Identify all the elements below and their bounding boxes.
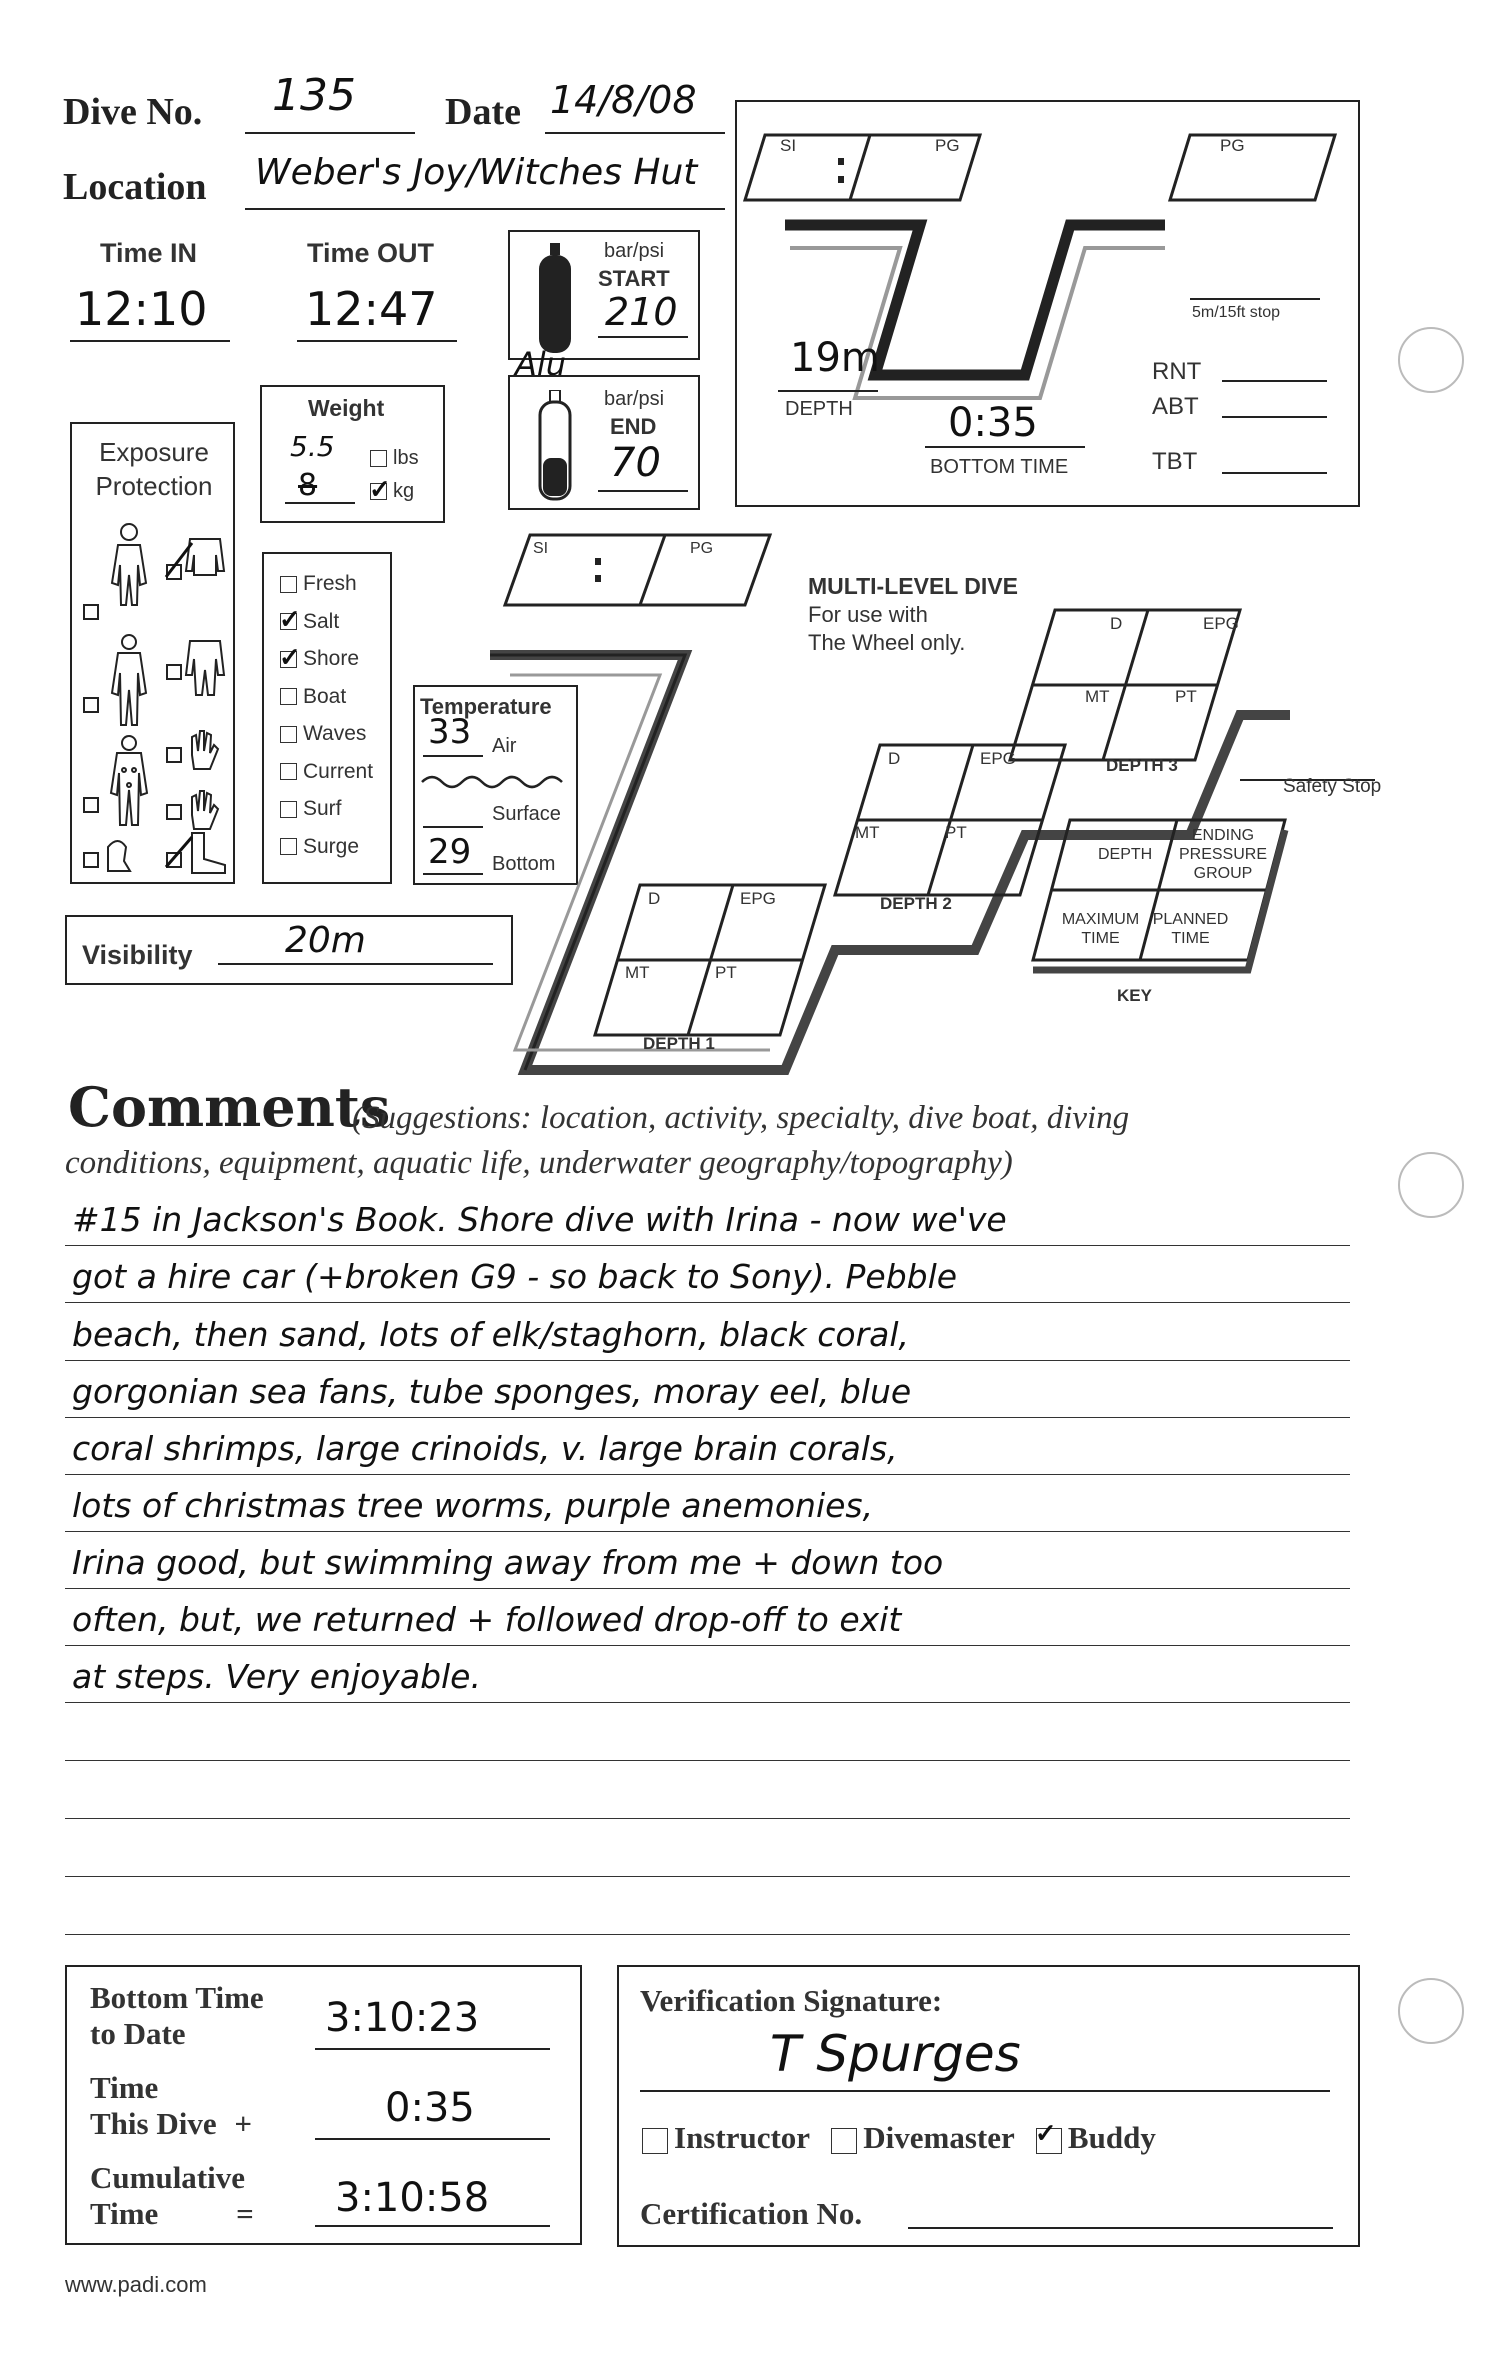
multilevel-pg-label: PG	[690, 540, 714, 557]
date-label: Date	[445, 91, 521, 133]
cum-value[interactable]: 3:10:58	[335, 2175, 490, 2221]
condition-fresh-checkbox[interactable]	[280, 576, 297, 593]
condition-salt-checkbox[interactable]	[280, 613, 297, 630]
depth3-d-label: D	[1110, 614, 1123, 633]
dive-no-label: Dive No.	[63, 91, 203, 133]
instructor-checkbox[interactable]	[642, 2128, 668, 2154]
dive-no-line	[245, 132, 415, 134]
comment-rule-2	[65, 1302, 1350, 1303]
depth3-mt-label: MT	[1085, 687, 1110, 706]
weight-value-old: 8	[298, 468, 318, 503]
key-pt-line-1: PLANNED	[1152, 911, 1229, 928]
ttd-label-line-2-text: This Dive	[90, 2106, 217, 2141]
condition-surge-label: Surge	[303, 834, 360, 858]
profile-tbt-label: TBT	[1152, 448, 1198, 475]
multilevel-subtitle-2: The Wheel only.	[808, 630, 966, 655]
comment-rule-11	[65, 1818, 1350, 1819]
condition-shore[interactable]	[280, 647, 373, 685]
profile-rnt-label: RNT	[1152, 358, 1202, 385]
depth3-epg-label: EPG	[1203, 614, 1239, 633]
tank-start-value[interactable]: 210	[605, 290, 678, 334]
instructor-label: Instructor	[674, 2120, 810, 2155]
comment-line-5[interactable]: coral shrimps, large crinoids, v. large brain corals,	[72, 1429, 898, 1468]
condition-fresh-label: Fresh	[303, 572, 357, 595]
depth1-label: DEPTH 1	[643, 1034, 715, 1053]
cum-label-line-2	[90, 2196, 254, 2232]
cum-label	[90, 2160, 254, 2232]
key-label: KEY	[1117, 986, 1152, 1005]
comment-rule-8	[65, 1645, 1350, 1646]
btd-label-line-2: to Date	[90, 2016, 186, 2051]
cum-label-line-2-text: Time	[90, 2196, 159, 2231]
condition-shore-checkbox[interactable]	[280, 651, 297, 668]
weight-lbs-option[interactable]	[370, 447, 419, 470]
btd-label	[90, 1980, 264, 2052]
comment-rule-10	[65, 1760, 1350, 1761]
tank-end-value[interactable]: 70	[610, 440, 661, 486]
profile-rnt-line[interactable]	[1222, 380, 1327, 382]
depth2-epg-label: EPG	[980, 749, 1016, 768]
tank-end-unit: bar/psi	[604, 388, 665, 410]
comment-line-9[interactable]: at steps. Very enjoyable.	[72, 1657, 481, 1696]
tank-start-line	[598, 336, 688, 338]
weight-lbs-label: lbs	[393, 447, 419, 469]
temperature-bottom-label: Bottom	[492, 853, 556, 875]
comment-rule-13	[65, 1934, 1350, 1935]
dive-no-value[interactable]: 135	[272, 70, 356, 121]
profile-stop-line	[1190, 298, 1320, 300]
buddy-label: Buddy	[1067, 2120, 1156, 2155]
condition-current-label: Current	[303, 759, 374, 783]
key-pt-line-2: TIME	[1171, 930, 1210, 947]
condition-boat[interactable]	[280, 685, 373, 723]
temperature-label: Temperature	[420, 694, 552, 719]
tank-start-unit: bar/psi	[604, 240, 665, 262]
instructor-option[interactable]	[642, 2120, 809, 2155]
cert-line	[908, 2227, 1333, 2229]
ttd-label-line-1: Time	[90, 2070, 159, 2105]
comment-rule-3	[65, 1360, 1350, 1361]
depth2-d-label: D	[888, 749, 901, 768]
depth1-pt-label: PT	[715, 963, 737, 982]
profile-depth-label: DEPTH	[785, 398, 853, 420]
profile-depth-value[interactable]: 19m	[790, 335, 880, 381]
condition-current-checkbox[interactable]	[280, 763, 297, 780]
depth2-mt-label: MT	[855, 823, 880, 842]
temperature-air-label: Air	[492, 735, 517, 757]
comment-line-4[interactable]: gorgonian sea fans, tube sponges, moray eel, blue	[72, 1372, 912, 1411]
comment-line-3[interactable]: beach, then sand, lots of elk/staghorn, black coral,	[72, 1315, 910, 1354]
ttd-label	[90, 2070, 252, 2142]
profile-abt-line[interactable]	[1222, 416, 1327, 418]
key-mt-line-2: TIME	[1081, 930, 1120, 947]
depth1-epg-label: EPG	[740, 889, 776, 908]
multilevel-subtitle-1: For use with	[808, 602, 928, 627]
multilevel-title: MULTI-LEVEL DIVE	[808, 573, 1018, 599]
condition-shore-label: Shore	[303, 647, 360, 670]
comment-line-8[interactable]: often, but, we returned + followed drop-off to exit	[72, 1600, 902, 1639]
profile-pg-label: PG	[935, 136, 960, 155]
temperature-surface-line[interactable]	[423, 826, 483, 828]
condition-surge[interactable]	[280, 835, 373, 873]
key-epg-line-3: GROUP	[1193, 865, 1253, 882]
btd-line	[315, 2048, 550, 2050]
weight-kg-checkbox[interactable]	[370, 483, 387, 500]
location-value[interactable]: Weber's Joy/Witches Hut	[255, 152, 698, 193]
time-out-value[interactable]: 12:47	[305, 282, 438, 336]
verification-roles	[642, 2120, 1156, 2156]
comment-rule-12	[65, 1876, 1350, 1877]
weight-lbs-checkbox[interactable]	[370, 450, 387, 467]
weight-value[interactable]: 5.5	[290, 430, 335, 463]
visibility-value[interactable]: 20m	[285, 920, 366, 961]
location-line	[245, 208, 725, 210]
depth3-label: DEPTH 3	[1106, 756, 1178, 775]
exposure-suits	[80, 515, 230, 880]
temperature-air-line	[423, 755, 483, 757]
key-epg-label	[1178, 826, 1268, 883]
divemaster-label: Divemaster	[863, 2120, 1015, 2155]
tank-start-icon	[535, 243, 575, 355]
temperature-bottom-line	[423, 873, 483, 875]
comment-line-1[interactable]: #15 in Jackson's Book. Shore dive with Irina - now we've	[72, 1200, 1007, 1239]
depth1-mt-label: MT	[625, 963, 650, 982]
depth1-d-label: D	[648, 889, 661, 908]
comment-rule-1	[65, 1245, 1350, 1246]
multilevel-si-label: SI	[533, 540, 549, 557]
profile-tbt-line[interactable]	[1222, 472, 1327, 474]
comment-rule-7	[65, 1588, 1350, 1589]
binder-hole-bottom	[1398, 1978, 1464, 2044]
weight-kg-option[interactable]	[370, 480, 414, 503]
condition-waves-label: Waves	[303, 722, 367, 745]
footer-url[interactable]: www.padi.com	[65, 2272, 207, 2297]
time-in-value[interactable]: 12:10	[75, 282, 208, 336]
condition-waves-checkbox[interactable]	[280, 726, 297, 743]
profile-bottom-time-value[interactable]: 0:35	[948, 400, 1038, 446]
tank-end-icon	[535, 390, 575, 502]
profile-si-label: SI	[780, 136, 797, 155]
binder-hole-middle	[1398, 1152, 1464, 1218]
date-line	[545, 132, 725, 134]
tank-end-label: END	[610, 414, 657, 439]
depth2-label: DEPTH 2	[880, 894, 952, 913]
conditions-list	[280, 572, 373, 872]
cum-line	[315, 2225, 550, 2227]
cum-label-line-1: Cumulative	[90, 2160, 245, 2195]
comments-suggestions-1: (Suggestions: location, activity, specialty, dive boat, diving	[352, 1100, 1130, 1136]
key-pt-label	[1148, 910, 1233, 948]
profile-bottom-time-line	[925, 446, 1085, 448]
buddy-option[interactable]	[1036, 2120, 1156, 2155]
comment-rule-4	[65, 1417, 1350, 1418]
tank-end-line	[598, 490, 688, 492]
comment-rule-5	[65, 1474, 1350, 1475]
temperature-surface-label: Surface	[492, 803, 561, 825]
time-out-label: Time OUT	[307, 238, 435, 268]
ttd-label-line-2	[90, 2106, 252, 2142]
comment-rule-9	[65, 1702, 1350, 1703]
profile-abt-label: ABT	[1152, 393, 1199, 420]
equals-sign: =	[236, 2196, 254, 2231]
btd-value[interactable]: 3:10:23	[325, 1995, 480, 2041]
binder-hole-top	[1398, 327, 1464, 393]
weight-label: Weight	[308, 395, 385, 421]
comments-title: Comments	[68, 1075, 391, 1139]
divemaster-option[interactable]	[831, 2120, 1014, 2155]
profile-depth-line	[778, 390, 878, 392]
condition-surf[interactable]	[280, 797, 373, 835]
buddy-checkbox[interactable]	[1036, 2128, 1062, 2154]
condition-boat-checkbox[interactable]	[280, 688, 297, 705]
time-in-line	[70, 340, 230, 342]
key-mt-label	[1058, 910, 1143, 948]
profile-pg2-label: PG	[1220, 136, 1245, 155]
condition-current[interactable]	[280, 760, 373, 798]
profile-bottom-time-label: BOTTOM TIME	[930, 456, 1069, 478]
condition-boat-label: Boat	[303, 684, 347, 708]
ttd-value[interactable]: 0:35	[385, 2085, 475, 2131]
visibility-label: Visibility	[82, 940, 193, 970]
key-epg-line-2: PRESSURE	[1178, 846, 1268, 863]
depth3-pt-label: PT	[1175, 687, 1197, 706]
depth2-pt-label: PT	[945, 823, 967, 842]
plus-sign: +	[234, 2106, 253, 2141]
weight-kg-label: kg	[393, 480, 415, 502]
divemaster-checkbox[interactable]	[831, 2128, 857, 2154]
condition-surge-checkbox[interactable]	[280, 838, 297, 855]
comment-line-6[interactable]: lots of christmas tree worms, purple anemonies,	[72, 1486, 874, 1525]
weight-line	[285, 502, 355, 504]
condition-surf-label: Surf	[303, 797, 342, 820]
condition-waves[interactable]	[280, 722, 373, 760]
time-out-line	[297, 340, 457, 342]
tank-start-label: START	[598, 266, 670, 291]
safety-stop-label: Safety Stop	[1283, 776, 1382, 797]
comment-rule-6	[65, 1531, 1350, 1532]
tank-note: Alu	[515, 345, 567, 383]
ttd-line	[315, 2138, 550, 2140]
verification-signature-line	[640, 2090, 1330, 2092]
date-value[interactable]: 14/8/08	[550, 78, 697, 122]
key-depth-label: DEPTH	[1098, 846, 1153, 863]
temperature-air-value[interactable]: 33	[428, 712, 472, 752]
visibility-line	[218, 963, 493, 965]
comment-line-2[interactable]: got a hire car (+broken G9 - so back to Sony). Pebble	[72, 1257, 958, 1296]
btd-label-line-1: Bottom Time	[90, 1980, 264, 2015]
condition-surf-checkbox[interactable]	[280, 801, 297, 818]
comment-line-7[interactable]: Irina good, but swimming away from me + down too	[72, 1543, 944, 1582]
profile-stop-label: 5m/15ft stop	[1192, 304, 1281, 321]
temperature-bottom-value[interactable]: 29	[428, 832, 472, 872]
exposure-title: Exposure Protection	[95, 437, 213, 501]
key-epg-line-1: ENDING	[1191, 827, 1255, 844]
verification-label: Verification Signature:	[640, 1983, 943, 2018]
multilevel-diagram	[480, 530, 1380, 1085]
condition-salt-label: Salt	[303, 609, 340, 633]
time-in-label: Time IN	[100, 238, 198, 268]
location-label: Location	[63, 166, 207, 208]
cert-label: Certification No.	[640, 2196, 863, 2231]
comments-suggestions-2: conditions, equipment, aquatic life, underwater geography/topography)	[65, 1145, 1013, 1181]
key-mt-line-1: MAXIMUM	[1061, 911, 1140, 928]
verification-signature[interactable]: T Spurges	[770, 2025, 1021, 2083]
